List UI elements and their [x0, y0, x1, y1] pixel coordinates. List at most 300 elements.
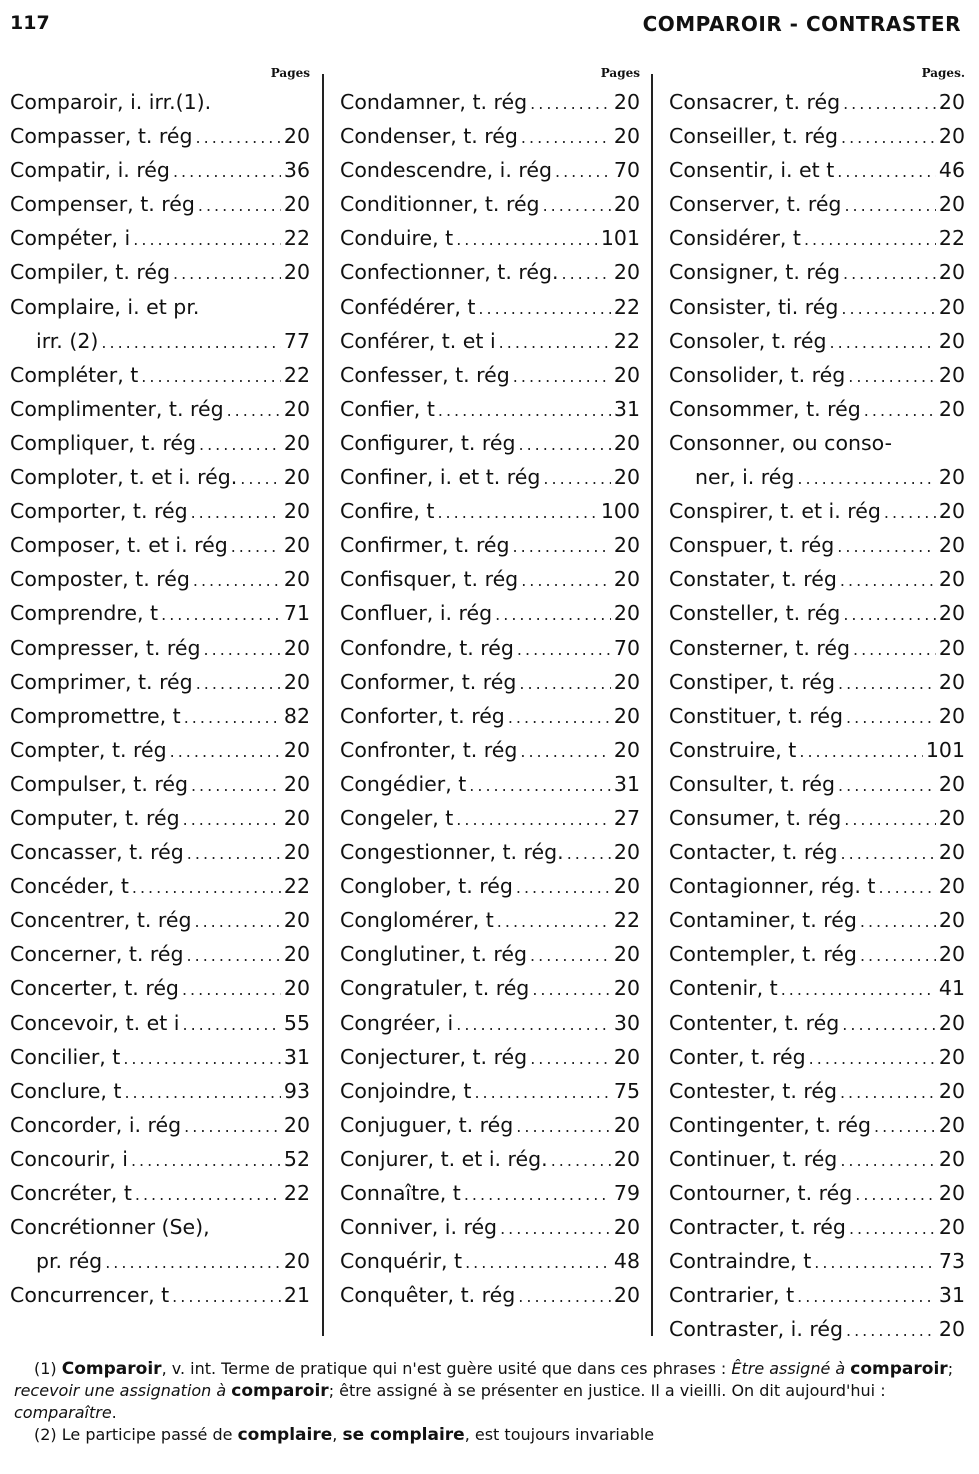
index-entry	[340, 738, 640, 772]
column-2	[340, 66, 640, 1346]
dot-leader	[508, 708, 611, 727]
index-entry	[669, 329, 965, 363]
entry-word: Conjoindre, t	[340, 1078, 472, 1103]
index-entry	[669, 226, 965, 260]
entry-page-number: 20	[283, 396, 310, 421]
dot-leader	[849, 1219, 936, 1238]
dot-leader	[799, 742, 923, 761]
entry-word: Condenser, t. rég	[340, 124, 518, 149]
entry-word: Contraster, i. rég	[669, 1317, 843, 1342]
dot-leader	[173, 264, 281, 283]
entry-page-number: 20	[613, 601, 640, 626]
index-entry	[669, 874, 965, 908]
entry-page-number: 70	[613, 635, 640, 660]
entry-page-number: 20	[613, 942, 640, 967]
dot-leader	[204, 640, 281, 659]
dot-leader	[196, 674, 281, 693]
dot-leader	[240, 469, 281, 488]
dot-leader	[517, 640, 611, 659]
index-entry	[669, 192, 965, 226]
index-entry	[340, 1181, 640, 1215]
dot-leader	[543, 196, 611, 215]
entry-page-number: 20	[938, 771, 965, 796]
dot-leader	[844, 196, 935, 215]
entry-word: Congédier, t	[340, 771, 467, 796]
page-number: 117	[10, 12, 50, 34]
index-entry	[340, 670, 640, 704]
running-title: COMPAROIR - CONTRASTER	[642, 12, 961, 36]
entry-page-number: 22	[938, 226, 965, 251]
index-entry	[340, 636, 640, 670]
index-entry	[10, 1181, 310, 1215]
entry-page-number: 20	[938, 805, 965, 830]
entry-word: Conglober, t. rég	[340, 874, 513, 899]
page-header	[10, 12, 961, 42]
index-entry	[10, 1045, 310, 1079]
entry-word: Congestionner, t. rég.	[340, 840, 564, 865]
entry-word: Concerter, t. rég	[10, 976, 179, 1001]
dot-leader	[141, 367, 281, 386]
entry-word: Confirmer, t. rég	[340, 533, 510, 558]
entry-page-number: 31	[938, 1283, 965, 1308]
dot-leader	[855, 1185, 936, 1204]
entry-page-number: 20	[613, 567, 640, 592]
index-entry	[340, 1249, 640, 1283]
index-entry	[340, 158, 640, 192]
entry-page-number: 22	[283, 226, 310, 251]
index-entry	[10, 329, 310, 363]
entry-page-number: 31	[283, 1044, 310, 1069]
index-entry	[10, 772, 310, 806]
footnote-text: .	[111, 1403, 117, 1422]
index-entry	[669, 806, 965, 840]
index-entry	[10, 738, 310, 772]
index-entry	[669, 295, 965, 329]
index-entry	[340, 601, 640, 635]
entry-page-number: 20	[613, 1112, 640, 1137]
entry-page-number: 20	[283, 430, 310, 455]
index-entry	[340, 192, 640, 226]
entry-word: Conforter, t. rég	[340, 703, 505, 728]
entry-word: Contenir, t	[669, 976, 778, 1001]
index-entry	[10, 976, 310, 1010]
entry-page-number: 20	[283, 635, 310, 660]
dot-leader	[437, 503, 597, 522]
dot-leader	[874, 1117, 936, 1136]
index-entry	[340, 533, 640, 567]
dot-leader	[499, 333, 611, 352]
entry-word: Consacrer, t. rég	[669, 90, 841, 114]
entry-word: Comprimer, t. rég	[10, 669, 193, 694]
dot-leader	[497, 912, 611, 931]
entry-word: Consolider, t. rég	[669, 362, 846, 387]
entry-word: Confectionner, t. rég.	[340, 260, 559, 285]
entry-page-number: 20	[283, 771, 310, 796]
entry-page-number: 22	[613, 328, 640, 353]
entry-page-number: 20	[613, 362, 640, 387]
entry-word: Conditionner, t. rég	[340, 192, 540, 217]
dot-leader	[844, 810, 936, 829]
index-entry	[10, 431, 310, 465]
entry-word: Contempler, t. rég	[669, 942, 857, 967]
entry-word: Consonner, ou conso-	[669, 430, 892, 455]
entry-word: Compenser, t. rég	[10, 192, 195, 217]
footnote-italic: recevoir une assignation à	[14, 1381, 227, 1400]
index-entry	[340, 295, 640, 329]
dot-leader	[516, 878, 611, 897]
dot-leader	[478, 299, 611, 318]
dot-leader	[135, 1185, 281, 1204]
entry-page-number: 20	[938, 499, 965, 524]
dot-leader	[191, 503, 281, 522]
entry-page-number: 20	[613, 737, 640, 762]
entry-page-number: 20	[613, 703, 640, 728]
index-entry	[340, 1215, 640, 1249]
entry-word: Comploter, t. et i. rég.	[10, 465, 238, 490]
entry-page-number: 20	[283, 805, 310, 830]
dot-leader	[513, 367, 611, 386]
entry-word: pr. rég	[36, 1249, 103, 1274]
entry-page-number: 20	[938, 1112, 965, 1137]
index-entry	[10, 1147, 310, 1181]
footnote-text: Le participe passé de	[61, 1425, 233, 1444]
entry-word: Conglomérer, t	[340, 908, 494, 933]
entry-word: Consoler, t. rég	[669, 328, 827, 353]
pages-label: Pages	[270, 66, 310, 80]
entry-list	[340, 90, 640, 1317]
dot-leader	[841, 844, 936, 863]
dot-leader	[519, 674, 611, 693]
index-entry	[669, 601, 965, 635]
index-entry	[669, 1181, 965, 1215]
entry-word: Compulser, t. rég	[10, 771, 188, 796]
entry-page-number: 20	[613, 533, 640, 558]
footnote-italic: Être assigné à	[731, 1359, 846, 1378]
entry-word: Confier, t	[340, 396, 435, 421]
entry-page-number: 31	[613, 396, 640, 421]
footnote-marker: (1)	[34, 1359, 57, 1378]
entry-word: Conserver, t. rég	[669, 192, 842, 217]
index-entry	[669, 124, 965, 158]
dot-leader	[519, 435, 611, 454]
index-entry	[669, 738, 965, 772]
footnotes	[14, 1358, 964, 1446]
footnote-marker: (2)	[34, 1425, 57, 1444]
index-entry	[669, 704, 965, 738]
entry-page-number: 100	[600, 499, 640, 524]
entry-word: Conjecturer, t. rég	[340, 1044, 528, 1069]
index-entry	[10, 158, 310, 192]
dot-leader	[530, 94, 611, 113]
entry-page-number: 77	[283, 328, 310, 353]
dot-leader	[183, 1015, 281, 1034]
dot-leader	[196, 128, 281, 147]
entry-page-number: 20	[938, 90, 965, 114]
dot-leader	[195, 912, 281, 931]
entry-page-number: 20	[283, 192, 310, 217]
dot-leader	[804, 230, 936, 249]
index-entry	[10, 90, 310, 124]
dot-leader	[846, 1321, 936, 1340]
entry-word: Complaire, i. et pr.	[10, 294, 200, 319]
entry-page-number: 20	[938, 840, 965, 865]
index-entry	[340, 1147, 640, 1181]
index-entry	[10, 636, 310, 670]
index-entry	[669, 1317, 965, 1351]
index-entry	[10, 465, 310, 499]
entry-word: Confronter, t. rég	[340, 737, 518, 762]
column-divider	[651, 74, 653, 1336]
entry-page-number: 71	[283, 601, 310, 626]
entry-list	[669, 90, 965, 1351]
index-entry	[669, 397, 965, 431]
entry-page-number: 20	[938, 260, 965, 285]
entry-word: Conférer, t. et i	[340, 328, 496, 353]
entry-page-number: 20	[938, 669, 965, 694]
index-entry	[340, 363, 640, 397]
dot-leader	[513, 537, 611, 556]
entry-page-number: 20	[938, 124, 965, 149]
entry-word: Consulter, t. rég	[669, 771, 836, 796]
index-entry	[10, 908, 310, 942]
dot-leader	[170, 742, 281, 761]
entry-word: Condescendre, i. rég	[340, 158, 552, 183]
footnote-1	[14, 1358, 964, 1424]
index-entry	[669, 1147, 965, 1181]
index-entry	[340, 874, 640, 908]
entry-word: Composter, t. rég	[10, 567, 190, 592]
entry-page-number: 22	[283, 874, 310, 899]
index-entry	[669, 976, 965, 1010]
entry-word: Concéder, t	[10, 874, 129, 899]
footnote-headword: Comparoir	[61, 1359, 162, 1379]
dot-leader	[860, 912, 936, 931]
dot-leader	[797, 1287, 936, 1306]
dot-leader	[438, 401, 611, 420]
dot-leader	[848, 367, 936, 386]
entry-word: Comparoir, i. irr.(1).	[10, 90, 212, 114]
index-entry	[340, 124, 640, 158]
entry-word: Consister, ti. rég	[669, 294, 839, 319]
entry-word: Congeler, t	[340, 805, 454, 830]
index-entry	[340, 704, 640, 738]
index-entry	[669, 840, 965, 874]
entry-word: Condamner, t. rég	[340, 90, 528, 114]
entry-word: Compter, t. rég	[10, 737, 167, 762]
dot-leader	[456, 230, 598, 249]
entry-word: Concourir, i	[10, 1146, 128, 1171]
entry-word: Compiler, t. rég	[10, 260, 170, 285]
dot-leader	[521, 128, 611, 147]
index-entry	[669, 567, 965, 601]
entry-page-number: 20	[283, 124, 310, 149]
index-entry	[10, 567, 310, 601]
dot-leader	[841, 128, 936, 147]
index-entry	[10, 874, 310, 908]
dot-leader	[199, 435, 281, 454]
dot-leader	[853, 640, 936, 659]
dot-leader	[809, 1049, 936, 1068]
entry-page-number: 46	[938, 158, 965, 183]
entry-word: Constituer, t. rég	[669, 703, 844, 728]
footnote-2	[14, 1424, 964, 1446]
index-entry	[669, 1249, 965, 1283]
entry-page-number: 82	[283, 703, 310, 728]
entry-page-number: 20	[938, 635, 965, 660]
dot-leader	[840, 1083, 936, 1102]
dot-leader	[132, 878, 281, 897]
entry-page-number: 73	[938, 1249, 965, 1274]
index-entry	[669, 1079, 965, 1113]
entry-page-number: 20	[938, 362, 965, 387]
entry-page-number: 20	[283, 908, 310, 933]
entry-word: Confondre, t. rég	[340, 635, 514, 660]
entry-word: Complimenter, t. rég	[10, 396, 224, 421]
entry-page-number: 20	[938, 908, 965, 933]
index-entry	[10, 601, 310, 635]
entry-page-number: 20	[613, 1044, 640, 1069]
entry-page-number: 20	[938, 294, 965, 319]
entry-page-number: 22	[613, 908, 640, 933]
index-entry	[10, 533, 310, 567]
entry-word: Contester, t. rég	[669, 1078, 837, 1103]
index-entry	[10, 260, 310, 294]
dot-leader	[561, 264, 610, 283]
entry-word: Compasser, t. rég	[10, 124, 193, 149]
column-divider	[322, 74, 324, 1336]
dot-leader	[878, 878, 935, 897]
entry-word: ner, i. rég	[695, 465, 795, 490]
entry-word: Consommer, t. rég	[669, 396, 861, 421]
entry-word: Conspirer, t. et i. rég	[669, 499, 881, 524]
dot-leader	[843, 605, 936, 624]
index-entry	[669, 942, 965, 976]
dot-leader	[884, 503, 936, 522]
dot-leader	[495, 605, 611, 624]
index-entry	[340, 90, 640, 124]
dot-leader	[173, 162, 281, 181]
entry-word: Consentir, i. et t	[669, 158, 835, 183]
dot-leader	[183, 810, 281, 829]
index-entry	[10, 704, 310, 738]
dot-leader	[843, 264, 936, 283]
index-entry	[10, 942, 310, 976]
dot-leader	[133, 230, 281, 249]
index-entry	[669, 1215, 965, 1249]
index-entry	[669, 363, 965, 397]
entry-word: Contraindre, t	[669, 1249, 812, 1274]
dot-leader	[860, 946, 936, 965]
entry-page-number: 70	[613, 158, 640, 183]
entry-word: Compresser, t. rég	[10, 635, 201, 660]
pages-label: Pages.	[921, 66, 965, 80]
index-entry	[669, 670, 965, 704]
index-entry	[10, 226, 310, 260]
index-entry	[10, 363, 310, 397]
dot-leader	[105, 1253, 281, 1272]
dot-leader	[520, 742, 611, 761]
dot-leader	[464, 1185, 611, 1204]
dot-leader	[841, 299, 936, 318]
entry-page-number: 20	[938, 192, 965, 217]
entry-word: Congréer, i	[340, 1010, 454, 1035]
entry-page-number: 101	[925, 737, 965, 762]
index-entry	[10, 192, 310, 226]
index-entry	[10, 670, 310, 704]
footnote-text: ; être assigné à se présenter en justice. Il a vieilli. On dit aujourd'hui :	[328, 1381, 886, 1400]
entry-word: Concasser, t. rég	[10, 840, 184, 865]
index-entry	[340, 976, 640, 1010]
index-entry	[10, 840, 310, 874]
dot-leader	[843, 94, 936, 113]
dot-leader	[846, 708, 936, 727]
entry-page-number: 20	[938, 465, 965, 490]
dot-leader	[781, 980, 936, 999]
dot-leader	[530, 946, 611, 965]
index-entry	[340, 397, 640, 431]
entry-page-number: 22	[613, 294, 640, 319]
dot-leader	[124, 1083, 280, 1102]
dot-leader	[814, 1253, 936, 1272]
index-entry	[340, 942, 640, 976]
entry-word: Connaître, t	[340, 1181, 461, 1205]
index-entry	[340, 431, 640, 465]
entry-page-number: 20	[283, 840, 310, 865]
entry-page-number: 20	[613, 874, 640, 899]
entry-word: Conter, t. rég	[669, 1044, 806, 1069]
index-entry	[10, 397, 310, 431]
entry-word: Contrarier, t	[669, 1283, 795, 1308]
entry-word: Confiner, i. et t. rég	[340, 465, 541, 490]
dot-leader	[521, 571, 611, 590]
footnote-text: ,	[332, 1425, 338, 1444]
entry-page-number: 20	[613, 124, 640, 149]
entry-page-number: 21	[283, 1283, 310, 1308]
entry-word: Contracter, t. rég	[669, 1215, 846, 1240]
entry-word: Consteller, t. rég	[669, 601, 841, 626]
entry-word: Comprendre, t	[10, 601, 159, 626]
entry-page-number: 20	[938, 1317, 965, 1342]
entry-page-number: 52	[283, 1146, 310, 1171]
dot-leader	[193, 571, 281, 590]
entry-word: Compéter, i	[10, 226, 131, 251]
dot-leader	[864, 401, 936, 420]
entry-page-number: 20	[938, 1181, 965, 1205]
column-1	[10, 66, 310, 1346]
entry-word: Compromettre, t	[10, 703, 181, 728]
entry-word: Conspuer, t. rég	[669, 533, 835, 558]
dot-leader	[227, 401, 281, 420]
entry-page-number: 20	[283, 567, 310, 592]
entry-word: Concurrencer, t	[10, 1283, 170, 1308]
entry-word: Conniver, i. rég	[340, 1215, 498, 1240]
dot-leader	[532, 980, 611, 999]
entry-word: Conformer, t. rég	[340, 669, 517, 694]
entry-word: Concrétionner (Se),	[10, 1215, 210, 1240]
entry-word: Conquérir, t	[340, 1249, 463, 1274]
entry-page-number: 20	[283, 533, 310, 558]
entry-word: Composer, t. et i. rég	[10, 533, 228, 558]
entry-word: Constater, t. rég	[669, 567, 837, 592]
index-entry	[10, 1079, 310, 1113]
index-entry	[340, 260, 640, 294]
entry-page-number: 30	[613, 1010, 640, 1035]
entry-page-number: 20	[938, 874, 965, 899]
entry-word: Contenter, t. rég	[669, 1010, 840, 1035]
entry-word: Conjuguer, t. rég	[340, 1112, 514, 1137]
index-entry	[340, 499, 640, 533]
dot-leader	[456, 1015, 611, 1034]
